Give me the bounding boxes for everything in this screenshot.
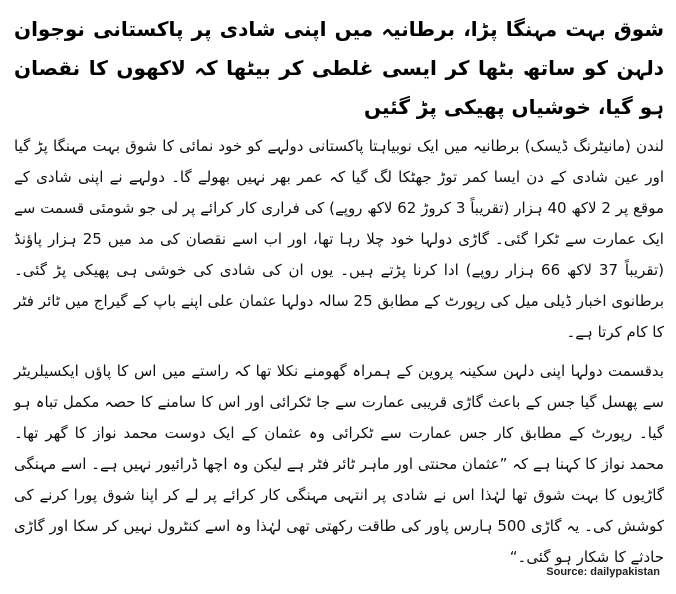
- article-paragraph-1: لندن (مانیٹرنگ ڈیسک) برطانیہ میں ایک نوبیاہتا پاکستانی دولہے کو خود نمائی کا شوق بہت مہنگا پڑ گیا اور عین شادی کے دن ایسا کمر توڑ جھٹکا لگ گیا کہ عمر بھر نہیں بھولے گا۔ دولہے نے اپنی شادی کے موقع پر 2 لاکھ 40 ہزار (تقریباً 3 کروڑ 62 لاکھ روپے) کی فراری کار کرائے پر لی جو شومئی قسمت سے ایک عمارت سے ٹکرا گئی۔ گاڑی دولہا خود چلا رہا تھا، اور اب اسے نقصان کی مد میں 25 ہزار پاؤنڈ (تقریباً 37 لاکھ 66 ہزار روپے) ادا کرنا پڑتے ہیں۔ یوں ان کی شادی کی خوشی ہی پھیکی پڑ گئی۔ برطانوی اخبار ڈیلی میل کی رپورٹ کے مطابق 25 سالہ دولہا عثمان علی اپنے باپ کے گیراج میں ٹائر فٹر کا کام کرتا ہے۔: [14, 137, 664, 341]
- article-paragraph-2: بدقسمت دولہا اپنی دلہن سکینہ پروین کے ہمراہ گھومنے نکلا تھا کہ راستے میں اس کا پاؤں ایکسیلریٹر سے پھسل گیا جس کے باعث گاڑی قریبی عمارت سے جا ٹکرائی اور اس کا سامنے کا حصہ مکمل تباہ ہو گیا۔ رپورٹ کے مطابق کار جس عمارت سے ٹکرائی وہ عثمان کے ایک دوست محمد نواز کا گھر تھا۔ محمد نواز کا کہنا ہے کہ ”عثمان محنتی اور ماہر ٹائر فٹر ہے لیکن وہ اچھا ڈرائیور نہیں ہے۔ اسے مہنگی گاڑیوں کا بہت شوق تھا لہٰذا اس نے شادی پر انتہی مہنگی کار کرائے پر لے کر اپنا شوق پورا کرنے کی کوشش کی۔ یہ گاڑی 500 ہارس پاور کی طاقت رکھتی تھی لہٰذا وہ اسے کنٹرول نہیں کر سکا اور گاڑی حادثے کا شکار ہو گئی۔“: [14, 362, 665, 566]
- news-article: [14, 10, 664, 581]
- article-headline: شوق بہت مہنگا پڑا، برطانیہ میں اپنی شادی پر پاکستانی نوجوان دلہن کو ساتھ بٹھا کر ایسی غلطی کر بیٹھا کہ لاکھوں کا نقصان ہو گیا، خوشیاں پھیکی پڑ گئیں: [14, 17, 664, 119]
- source-credit: Source: dailypakistan: [546, 566, 660, 578]
